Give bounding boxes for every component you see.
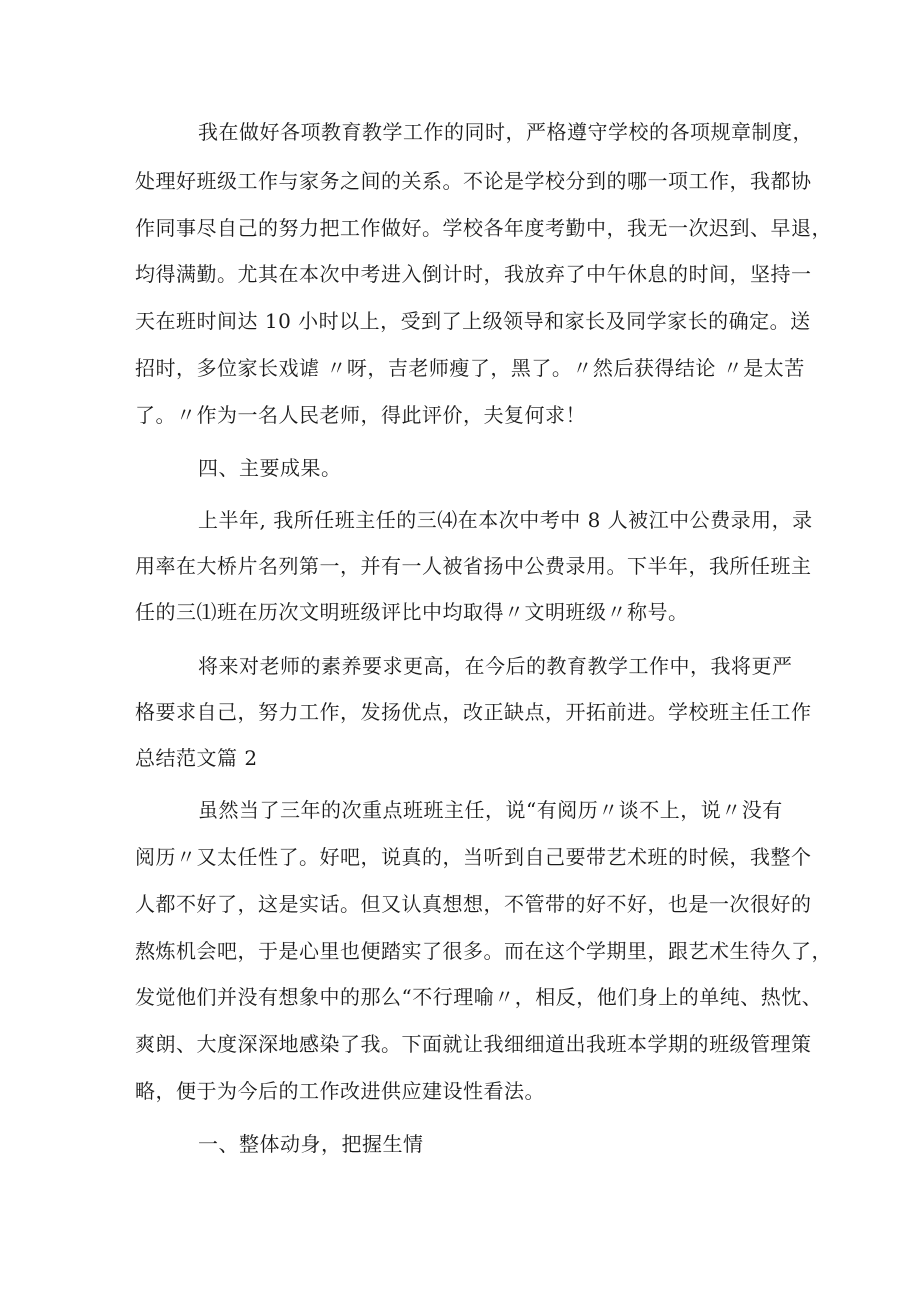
paragraph-line: 上半年, 我所任班主任的三⑷在本次中考中 8 人被江中公费录用，录 (198, 508, 813, 532)
paragraph-line: 虽然当了三年的次重点班班主任，说“有阅历〃谈不上，说〃没有 (198, 798, 783, 822)
paragraph-line: 熬炼机会吧，于是心里也便踏实了很多。而在这个学期里，跟艺术生待久了， (135, 939, 832, 963)
paragraph-line: 将来对老师的素养要求更高，在今后的教育教学工作中，我将更严 (198, 654, 793, 678)
paragraph-line: 任的三⑴班在历次文明班级评比中均取得〃文明班级〃称号。 (135, 600, 689, 624)
paragraph-line: 招时，多位家长戏谑 〃呀，吉老师瘦了，黑了。〃然后获得结论 〃是太苦 (135, 356, 805, 380)
paragraph-line: 人都不好了，这是实话。但又认真想想，不管带的好不好，也是一次很好的 (135, 892, 812, 916)
paragraph-line: 总结范文篇 2 (135, 746, 258, 770)
paragraph-line: 发觉他们并没有想象中的那么“不行理喻〃，相反，他们身上的单纯、热忱、 (135, 985, 823, 1009)
paragraph-line: 了。〃作为一名人民老师，得此评价，夫复何求！ (135, 403, 586, 427)
paragraph-line: 略，便于为今后的工作改进供应建设性看法。 (135, 1079, 545, 1103)
paragraph-line: 作同事尽自己的努力把工作做好。学校各年度考勤中，我无一次迟到、早退， (135, 216, 832, 240)
paragraph-line: 我在做好各项教育教学工作的同时，严格遵守学校的各项规章制度， (198, 120, 813, 144)
paragraph-line: 阅历〃又太任性了。好吧，说真的，当听到自己要带艺术班的时候，我整个 (135, 845, 812, 869)
section-heading: 四、主要成果。 (198, 456, 342, 480)
paragraph-line: 天在班时间达 10 小时以上，受到了上级领导和家长及同学家长的确定。送 (135, 309, 811, 333)
paragraph-line: 格要求自己，努力工作，发扬优点，改正缺点，开拓前进。学校班主任工作 (135, 700, 812, 724)
paragraph-line: 爽朗、大度深深地感染了我。下面就让我细细道出我班本学期的班级管理策 (135, 1032, 812, 1056)
section-heading: 一、整体动身，把握生情 (198, 1132, 424, 1156)
paragraph-line: 处理好班级工作与家务之间的关系。不论是学校分到的哪一项工作，我都协 (135, 169, 812, 193)
paragraph-line: 用率在大桥片名列第一，并有一人被省扬中公费录用。下半年，我所任班主 (135, 554, 812, 578)
paragraph-line: 均得满勤。尤其在本次中考进入倒计时，我放弃了中午休息的时间，坚持一 (135, 262, 812, 286)
